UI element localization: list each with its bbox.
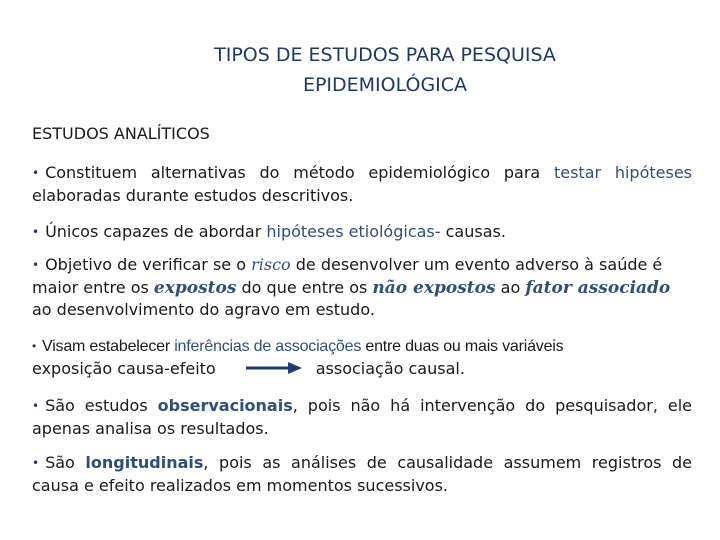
paragraph-1 <box>32 162 692 207</box>
p4-line-2 <box>32 358 692 381</box>
title-line-1: TIPOS DE ESTUDOS PARA PESQUISA <box>214 44 556 66</box>
paragraph-2 <box>32 221 692 244</box>
p4-line-1 <box>32 336 692 358</box>
p2-highlight: hipóteses etiológicas- <box>266 222 441 241</box>
p3-fator-associado: fator associado <box>525 278 671 298</box>
p3-text-a: Objetivo de verificar se o <box>45 255 252 274</box>
p4-text-c: entre duas ou mais variáveis <box>361 338 564 355</box>
paragraph-6 <box>32 452 692 497</box>
bullet-icon: • <box>32 339 37 353</box>
p6-text-a: São <box>45 453 86 472</box>
p2-text-a: Únicos capazes de abordar <box>45 222 267 241</box>
title-line-2: EPIDEMIOLÓGICA <box>302 74 468 96</box>
bullet-icon: • <box>32 166 40 180</box>
bullet-icon: • <box>32 399 40 413</box>
p3-text-e: do que entre os <box>236 278 373 297</box>
p5-text-a: São estudos <box>45 396 158 415</box>
p4-highlight: inferências de associações <box>174 338 362 355</box>
p3-nao-expostos: não expostos <box>372 278 496 298</box>
p3-risco: risco <box>251 255 291 274</box>
p1-highlight: testar hipóteses <box>553 163 692 182</box>
paragraph-4 <box>32 336 692 381</box>
p4-exposicao: exposição causa-efeito <box>32 359 216 378</box>
right-arrow-icon <box>246 359 302 381</box>
p5-text-c: , pois não há intervenção do pesquisador, ele apenas analisa os resultados. <box>32 396 693 438</box>
p6-longitudinais: longitudinais <box>85 453 204 472</box>
bullet-icon: • <box>32 258 40 272</box>
p6-text-c: , pois as análises de causalidade assumem registros de causa e efeito realizados em momentos sucessivos. <box>32 453 693 495</box>
p1-text-a: Constituem alternativas do método epidemiológico para <box>45 163 554 182</box>
p2-text-c: causas. <box>440 222 506 241</box>
page-title <box>90 40 680 100</box>
paragraph-3 <box>32 254 692 321</box>
p1-text-c: elaboradas durante estudos descritivos. <box>32 186 354 205</box>
bullet-icon: • <box>32 225 40 239</box>
p5-observacionais: observacionais <box>157 396 293 415</box>
paragraph-5 <box>32 395 692 440</box>
p3-expostos: expostos <box>153 278 237 298</box>
p3-text-c: de desenvolver um evento adverso à saúde é maior entre os <box>32 255 663 297</box>
p3-text-i: ao desenvolvimento do agravo em estudo. <box>32 300 375 319</box>
p4-associacao: associação causal. <box>315 359 465 378</box>
p3-text-g: ao <box>495 278 526 297</box>
p4-text-a: Visam estabelecer <box>42 338 175 355</box>
bullet-icon: • <box>32 456 40 470</box>
section-heading: ESTUDOS ANALÍTICOS <box>32 124 210 143</box>
